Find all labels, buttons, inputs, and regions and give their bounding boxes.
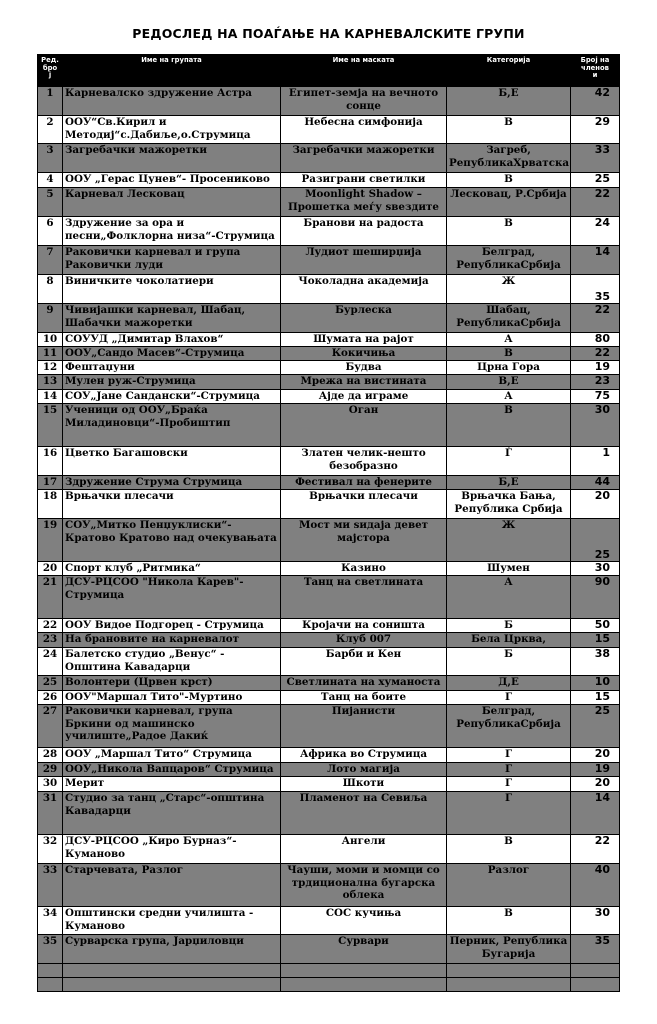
table-row xyxy=(38,87,620,116)
row-number-cell: 17 xyxy=(38,476,63,490)
category-cell: Б xyxy=(447,619,571,633)
category-cell: Загреб, РепубликаХрватска xyxy=(447,144,571,173)
member-count-cell: 29 xyxy=(571,116,620,144)
table-row xyxy=(38,748,620,763)
group-name-cell: ООУ „Маршал Тито“ Струмица xyxy=(63,748,281,763)
empty-cell xyxy=(447,964,571,978)
table-row xyxy=(38,404,620,447)
group-name-cell: СОУ„Митко Пенџуклиски“-Кратово Кратово над очекувањата xyxy=(63,519,281,562)
empty-cell xyxy=(281,964,447,978)
group-name-cell: Карневал Лесковац xyxy=(63,188,281,217)
category-cell: А xyxy=(447,576,571,619)
group-name-cell: На брановите на карневалот xyxy=(63,633,281,648)
group-name-cell: ООУ„Сандо Масев“-Струмица xyxy=(63,347,281,361)
member-count-cell: 80 xyxy=(571,333,620,347)
mask-name-cell: Бурлеска xyxy=(281,304,447,333)
empty-cell xyxy=(281,978,447,992)
member-count-cell: 35 xyxy=(571,275,620,304)
group-name-cell: Раковички карневал, група Бркини од машинско училиште„Радое Дакиќ xyxy=(63,705,281,748)
table-row xyxy=(38,375,620,390)
member-count-cell: 25 xyxy=(571,173,620,188)
table-row xyxy=(38,390,620,404)
table-row xyxy=(38,648,620,676)
empty-cell xyxy=(571,964,620,978)
category-cell: Ж xyxy=(447,519,571,562)
category-cell: Г xyxy=(447,777,571,792)
member-count-cell: 24 xyxy=(571,217,620,246)
row-number-cell: 3 xyxy=(38,144,63,173)
group-name-cell: Мерит xyxy=(63,777,281,792)
category-cell: В xyxy=(447,217,571,246)
group-name-cell: Мулен руж-Струмица xyxy=(63,375,281,390)
member-count-cell: 25 xyxy=(571,519,620,562)
mask-name-cell: Египет-земја на вечното сонце xyxy=(281,87,447,116)
member-count-cell: 22 xyxy=(571,347,620,361)
member-count-cell: 50 xyxy=(571,619,620,633)
empty-cell xyxy=(63,964,281,978)
row-number-cell: 19 xyxy=(38,519,63,562)
table-row xyxy=(38,519,620,562)
category-cell: Белград, РепубликаСрбија xyxy=(447,246,571,275)
mask-name-cell: Оган xyxy=(281,404,447,447)
group-name-cell: ООУ“Св.Кирил и Методиј“с.Дабиље,о.Струмица xyxy=(63,116,281,144)
member-count-cell: 40 xyxy=(571,864,620,907)
member-count-cell: 42 xyxy=(571,87,620,116)
member-count-cell: 10 xyxy=(571,676,620,691)
row-number-cell: 13 xyxy=(38,375,63,390)
member-count-cell: 35 xyxy=(571,935,620,964)
row-number-cell: 20 xyxy=(38,562,63,576)
group-name-cell: Карневалско здружение Астра xyxy=(63,87,281,116)
group-name-cell: Сурварска група, Јарџиловци xyxy=(63,935,281,964)
member-count-cell: 30 xyxy=(571,907,620,935)
header-group-name: Име на групата xyxy=(63,55,281,87)
category-cell: Г xyxy=(447,792,571,835)
mask-name-cell: Клуб 007 xyxy=(281,633,447,648)
category-cell: Г xyxy=(447,691,571,705)
table-row xyxy=(38,691,620,705)
row-number-cell: 14 xyxy=(38,390,63,404)
member-count-cell: 15 xyxy=(571,633,620,648)
empty-cell xyxy=(38,978,63,992)
table-row xyxy=(38,633,620,648)
member-count-cell: 14 xyxy=(571,246,620,275)
mask-name-cell: Чауши, моми и момци со трдиционална бугарска облека xyxy=(281,864,447,907)
table-row xyxy=(38,562,620,576)
member-count-cell: 15 xyxy=(571,691,620,705)
row-number-cell: 26 xyxy=(38,691,63,705)
mask-name-cell: Пијанисти xyxy=(281,705,447,748)
empty-row xyxy=(38,964,620,978)
group-name-cell: Волонтери (Црвен крст) xyxy=(63,676,281,691)
mask-name-cell: Кројачи на соништа xyxy=(281,619,447,633)
mask-name-cell: Лото магија xyxy=(281,763,447,777)
mask-name-cell: Африка во Струмица xyxy=(281,748,447,763)
mask-name-cell: Лудиот шеширџија xyxy=(281,246,447,275)
category-cell: Шабац, РепубликаСрбија xyxy=(447,304,571,333)
table-row xyxy=(38,333,620,347)
mask-name-cell: Танц на светлината xyxy=(281,576,447,619)
row-number-cell: 21 xyxy=(38,576,63,619)
group-name-cell: СОУ„Јане Сандански“-Струмица xyxy=(63,390,281,404)
table-header-row xyxy=(38,55,620,87)
table-row xyxy=(38,835,620,864)
table-row xyxy=(38,476,620,490)
group-name-cell: ООУ Видое Подгорец - Струмица xyxy=(63,619,281,633)
row-number-cell: 10 xyxy=(38,333,63,347)
category-cell: Белград, РепубликаСрбија xyxy=(447,705,571,748)
table-row xyxy=(38,361,620,375)
mask-name-cell: Кокичиња xyxy=(281,347,447,361)
group-name-cell: ДСУ-РЦСОО „Киро Бурназ“-Куманово xyxy=(63,835,281,864)
mask-name-cell: Танц на боите xyxy=(281,691,447,705)
category-cell: В xyxy=(447,907,571,935)
mask-name-cell: Разиграни светилки xyxy=(281,173,447,188)
mask-name-cell: Бранови на радоста xyxy=(281,217,447,246)
empty-cell xyxy=(38,964,63,978)
mask-name-cell: Чоколадна академија xyxy=(281,275,447,304)
mask-name-cell: Moonlight Shadow – Прошетка меѓу ѕвездите xyxy=(281,188,447,217)
mask-name-cell: Светлината на хуманоста xyxy=(281,676,447,691)
table-row xyxy=(38,217,620,246)
row-number-cell: 22 xyxy=(38,619,63,633)
mask-name-cell: Мрежа на вистината xyxy=(281,375,447,390)
table-row xyxy=(38,935,620,964)
table-row xyxy=(38,246,620,275)
group-name-cell: ООУ„Никола Вапцаров“ Струмица xyxy=(63,763,281,777)
category-cell: В xyxy=(447,835,571,864)
table-row xyxy=(38,490,620,519)
category-cell: В xyxy=(447,404,571,447)
member-count-cell: 19 xyxy=(571,361,620,375)
category-cell: В,Е xyxy=(447,375,571,390)
row-number-cell: 23 xyxy=(38,633,63,648)
row-number-cell: 30 xyxy=(38,777,63,792)
table-row xyxy=(38,347,620,361)
category-cell: А xyxy=(447,333,571,347)
table-row xyxy=(38,705,620,748)
category-cell: Разлог xyxy=(447,864,571,907)
member-count-cell: 19 xyxy=(571,763,620,777)
row-number-cell: 5 xyxy=(38,188,63,217)
mask-name-cell: Загребачки мажоретки xyxy=(281,144,447,173)
row-number-cell: 35 xyxy=(38,935,63,964)
group-name-cell: СОУУД „Димитар Влахов“ xyxy=(63,333,281,347)
member-count-cell: 33 xyxy=(571,144,620,173)
group-name-cell: Раковички карневал и група Раковички луди xyxy=(63,246,281,275)
row-number-cell: 1 xyxy=(38,87,63,116)
member-count-cell: 44 xyxy=(571,476,620,490)
member-count-cell: 22 xyxy=(571,304,620,333)
table-row xyxy=(38,304,620,333)
table-row xyxy=(38,144,620,173)
mask-name-cell: Фестивал на фенерите xyxy=(281,476,447,490)
row-number-cell: 6 xyxy=(38,217,63,246)
mask-name-cell: СОС кучиња xyxy=(281,907,447,935)
member-count-cell: 1 xyxy=(571,447,620,476)
mask-name-cell: Шумата на рајот xyxy=(281,333,447,347)
group-name-cell: Општински средни училишта - Куманово xyxy=(63,907,281,935)
row-number-cell: 16 xyxy=(38,447,63,476)
row-number-cell: 33 xyxy=(38,864,63,907)
mask-name-cell: Пламенот на Севиља xyxy=(281,792,447,835)
category-cell: В xyxy=(447,116,571,144)
row-number-cell: 15 xyxy=(38,404,63,447)
header-mask-name: Име на маската xyxy=(281,55,447,87)
row-number-cell: 34 xyxy=(38,907,63,935)
member-count-cell: 20 xyxy=(571,748,620,763)
header-member-count: Број на членов и xyxy=(571,55,620,87)
table-row xyxy=(38,576,620,619)
member-count-cell: 38 xyxy=(571,648,620,676)
mask-name-cell: Барби и Кен xyxy=(281,648,447,676)
member-count-cell: 23 xyxy=(571,375,620,390)
member-count-cell: 90 xyxy=(571,576,620,619)
table-row xyxy=(38,864,620,907)
category-cell: Г xyxy=(447,748,571,763)
table-row xyxy=(38,907,620,935)
member-count-cell: 22 xyxy=(571,835,620,864)
category-cell: Б xyxy=(447,648,571,676)
row-number-cell: 11 xyxy=(38,347,63,361)
member-count-cell: 20 xyxy=(571,777,620,792)
row-number-cell: 32 xyxy=(38,835,63,864)
mask-name-cell: Мост ми ѕидаја девет мајстора xyxy=(281,519,447,562)
member-count-cell: 14 xyxy=(571,792,620,835)
group-name-cell: Старчевата, Разлог xyxy=(63,864,281,907)
empty-cell xyxy=(447,978,571,992)
category-cell: Бела Црква, xyxy=(447,633,571,648)
mask-name-cell: Сурвари xyxy=(281,935,447,964)
table-row xyxy=(38,116,620,144)
group-name-cell: Студио за танц „Старс“-општина Кавадарци xyxy=(63,792,281,835)
table-row xyxy=(38,792,620,835)
category-cell: Врњачка Бања, Република Србија xyxy=(447,490,571,519)
empty-row xyxy=(38,978,620,992)
table-body xyxy=(38,87,620,992)
group-name-cell: Ученици од ООУ„Браќа Миладиновци“-Пробиштип xyxy=(63,404,281,447)
category-cell: Ж xyxy=(447,275,571,304)
category-cell: Перник, Република Бугарија xyxy=(447,935,571,964)
group-name-cell: ООУ „Герас Цунев“- Просениково xyxy=(63,173,281,188)
mask-name-cell: Златен челик-нешто безобразно xyxy=(281,447,447,476)
row-number-cell: 8 xyxy=(38,275,63,304)
member-count-cell: 75 xyxy=(571,390,620,404)
empty-cell xyxy=(571,978,620,992)
mask-name-cell: Небесна симфонија xyxy=(281,116,447,144)
row-number-cell: 18 xyxy=(38,490,63,519)
row-number-cell: 12 xyxy=(38,361,63,375)
row-number-cell: 7 xyxy=(38,246,63,275)
mask-name-cell: Врњачки плесачи xyxy=(281,490,447,519)
row-number-cell: 2 xyxy=(38,116,63,144)
row-number-cell: 31 xyxy=(38,792,63,835)
group-name-cell: Цветко Багашовски xyxy=(63,447,281,476)
group-name-cell: Виничките чоколатиери xyxy=(63,275,281,304)
row-number-cell: 25 xyxy=(38,676,63,691)
empty-cell xyxy=(63,978,281,992)
group-name-cell: Здружение Струма Струмица xyxy=(63,476,281,490)
mask-name-cell: Ајде да играме xyxy=(281,390,447,404)
mask-name-cell: Казино xyxy=(281,562,447,576)
table-row xyxy=(38,777,620,792)
group-name-cell: Спорт клуб „Ритмика“ xyxy=(63,562,281,576)
member-count-cell: 25 xyxy=(571,705,620,748)
header-number: Ред. бро ј xyxy=(38,55,63,87)
category-cell: Д,Е xyxy=(447,676,571,691)
group-name-cell: Загребачки мажоретки xyxy=(63,144,281,173)
table-row xyxy=(38,763,620,777)
row-number-cell: 27 xyxy=(38,705,63,748)
carnival-groups-table xyxy=(37,54,620,992)
mask-name-cell: Будва xyxy=(281,361,447,375)
table-row xyxy=(38,188,620,217)
row-number-cell: 28 xyxy=(38,748,63,763)
category-cell: Ѓ xyxy=(447,447,571,476)
row-number-cell: 29 xyxy=(38,763,63,777)
group-name-cell: ДСУ-РЦСОО "Никола Карев"-Струмица xyxy=(63,576,281,619)
table-row xyxy=(38,275,620,304)
table-row xyxy=(38,619,620,633)
mask-name-cell: Ангели xyxy=(281,835,447,864)
group-name-cell: Чивијашки карневал, Шабац, Шабачки мажоретки xyxy=(63,304,281,333)
category-cell: Г xyxy=(447,763,571,777)
category-cell: Б,Е xyxy=(447,476,571,490)
row-number-cell: 9 xyxy=(38,304,63,333)
member-count-cell: 20 xyxy=(571,490,620,519)
mask-name-cell: Шкоти xyxy=(281,777,447,792)
table-row xyxy=(38,676,620,691)
category-cell: В xyxy=(447,347,571,361)
category-cell: А xyxy=(447,390,571,404)
row-number-cell: 4 xyxy=(38,173,63,188)
group-name-cell: Фештаџуни xyxy=(63,361,281,375)
table-row xyxy=(38,447,620,476)
header-category: Категорија xyxy=(447,55,571,87)
table-row xyxy=(38,173,620,188)
member-count-cell: 30 xyxy=(571,404,620,447)
category-cell: В xyxy=(447,173,571,188)
group-name-cell: ООУ"Маршал Тито"-Муртино xyxy=(63,691,281,705)
category-cell: Црна Гора xyxy=(447,361,571,375)
document-title: РЕДОСЛЕД НА ПОАЃАЊЕ НА КАРНЕВАЛСКИТЕ ГРУПИ xyxy=(132,26,525,41)
group-name-cell: Здружение за ора и песни„Фолклорна низа“-Струмица xyxy=(63,217,281,246)
member-count-cell: 30 xyxy=(571,562,620,576)
category-cell: Шумен xyxy=(447,562,571,576)
group-name-cell: Врњачки плесачи xyxy=(63,490,281,519)
group-name-cell: Балетско студио „Венус“ - Општина Кавадарци xyxy=(63,648,281,676)
category-cell: Лесковац, Р.Србија xyxy=(447,188,571,217)
member-count-cell: 22 xyxy=(571,188,620,217)
row-number-cell: 24 xyxy=(38,648,63,676)
category-cell: Б,Е xyxy=(447,87,571,116)
